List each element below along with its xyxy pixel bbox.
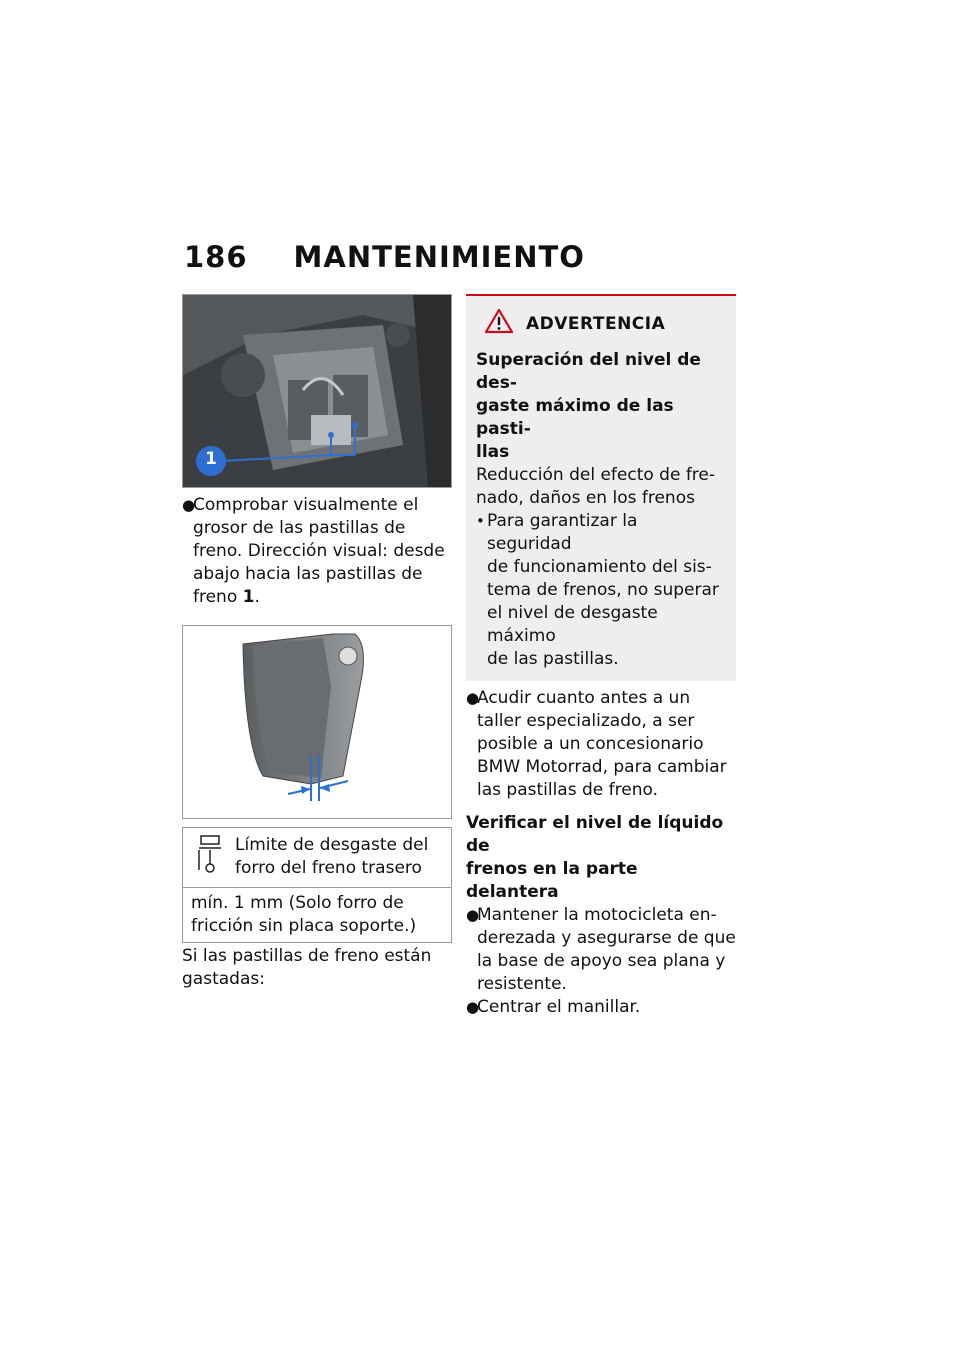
list-item: ● Mantener la motocicleta en- derezada y asegurarse de que la base de apoyo sea plana y resistente.	[466, 905, 736, 994]
callout-ref: 1	[242, 587, 255, 607]
bullet-icon: ●	[182, 496, 196, 514]
warning-body: Reducción del efecto de fre- nado, daños en los frenos	[476, 465, 716, 508]
list-item: • Para garantizar la seguridad de funcionamiento del sis- tema de frenos, no superar el nivel de desgaste máximo de las pastillas.	[476, 511, 719, 669]
page-title: MANTENIMIENTO	[293, 240, 585, 274]
paragraph	[182, 945, 452, 991]
bullet-icon: ●	[466, 998, 480, 1016]
text-line: Si las pastillas de freno están	[182, 946, 432, 966]
text-line: freno. Dirección visual: desde	[193, 541, 445, 561]
bullet-icon: ●	[466, 906, 480, 924]
page-header	[184, 240, 585, 274]
spec-value-line: fricción sin placa soporte.)	[191, 916, 417, 936]
spec-box	[182, 827, 452, 943]
list-item: ● Centrar el manillar.	[466, 997, 641, 1017]
brake-pad-figure	[182, 625, 452, 819]
spec-value-line: mín. 1 mm (Solo forro de	[191, 893, 404, 913]
text-line: gastadas:	[182, 969, 265, 989]
text-line: Comprobar visualmente el	[193, 495, 419, 515]
warning-heading: Superación del nivel de des- gaste máximo de las pasti- llas	[476, 350, 701, 462]
page-number: 186	[184, 240, 248, 274]
section-heading: Verificar el nivel de líquido de frenos en la parte delantera	[466, 813, 724, 902]
warning-triangle-icon	[484, 308, 514, 341]
text-line: grosor de las pastillas de	[193, 518, 406, 538]
spec-label-line: Límite de desgaste del	[235, 835, 429, 855]
wear-limit-icon	[197, 834, 235, 881]
brake-caliper-figure	[182, 294, 452, 488]
bullet-icon: ●	[466, 689, 480, 707]
text-line: freno 1.	[193, 587, 260, 607]
warning-title: ADVERTENCIA	[526, 314, 666, 334]
list-item	[182, 494, 452, 609]
right-column	[466, 294, 736, 1019]
bullet-icon: •	[476, 512, 485, 530]
list-item: ● Acudir cuanto antes a un taller especializado, a ser posible a un concesionario BMW Motorrad, para cambiar las pastillas de freno.	[466, 688, 727, 800]
warning-box	[466, 294, 736, 681]
callout-label: 1	[205, 449, 217, 469]
left-column	[182, 294, 452, 991]
text-line: abajo hacia las pastillas de	[193, 564, 423, 584]
spec-label-line: forro del freno trasero	[235, 858, 422, 878]
brake-caliper-photo-icon	[183, 295, 451, 487]
brake-pad-illustration-icon	[183, 626, 451, 818]
